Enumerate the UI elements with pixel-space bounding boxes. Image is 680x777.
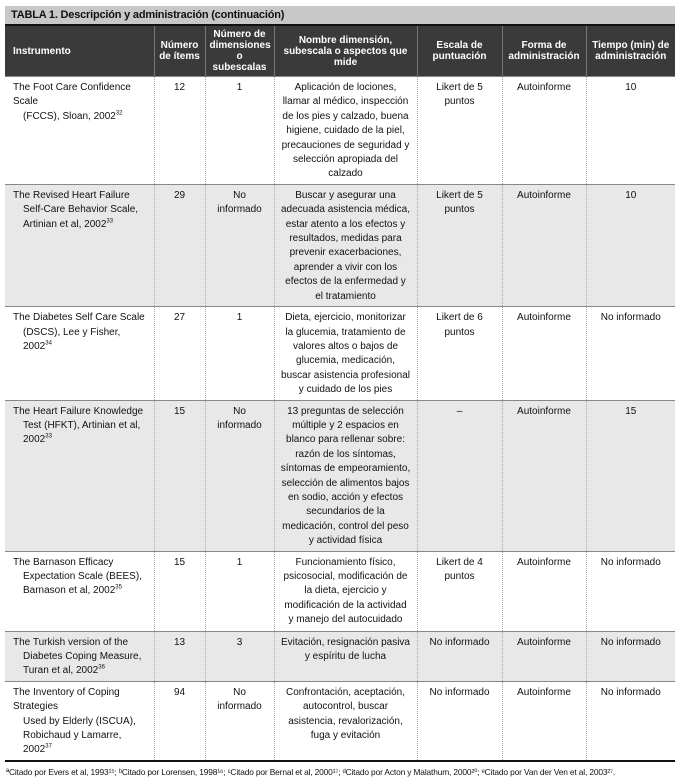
cell-description: 13 preguntas de selección múltiple y 2 espacios en blanco para rellenar sobre: razón de los síntomas, síntomas de empeoramiento, selección de alimentos bajos en sodio, acción y efectos secundarios de la medicación, control del peso y actividad física: [274, 400, 417, 551]
table-row: [5, 681, 675, 761]
cell-instrument: The Foot Care Confidence Scale (FCCS), Sloan, 2002$^{32}$: [5, 77, 154, 185]
cell-items: 15: [154, 551, 205, 631]
cell-items: 13: [154, 631, 205, 681]
cell-form: Autoinforme: [502, 184, 586, 306]
cell-items: 27: [154, 307, 205, 400]
cell-dimensions: No informado: [205, 184, 274, 306]
cell-instrument: The Heart Failure Knowledge Test (HFKT), Artinian et al, 2002$^{33}$: [5, 400, 154, 551]
cell-form: Autoinforme: [502, 77, 586, 185]
cell-description: Funcionamiento físico, psicosocial, modificación de la dieta, ejercicio y modificación de la actividad y manejo del autocuidado: [274, 551, 417, 631]
cell-time: No informado: [586, 551, 675, 631]
cell-form: Autoinforme: [502, 631, 586, 681]
cell-time: 15: [586, 400, 675, 551]
cell-dimensions: 3: [205, 631, 274, 681]
cell-time: 10: [586, 77, 675, 185]
cell-form: Autoinforme: [502, 551, 586, 631]
cell-dimensions: 1: [205, 551, 274, 631]
header-items: Número de ítems: [154, 26, 205, 77]
cell-scale: No informado: [417, 681, 502, 761]
cell-scale: Likert de 5 puntos: [417, 77, 502, 185]
cell-time: No informado: [586, 681, 675, 761]
cell-form: Autoinforme: [502, 681, 586, 761]
cell-scale: Likert de 5 puntos: [417, 184, 502, 306]
cell-scale: Likert de 6 puntos: [417, 307, 502, 400]
cell-time: No informado: [586, 631, 675, 681]
header-forma: Forma de administración: [502, 26, 586, 77]
table-footnote: ªCitado por Evers et al, 1993¹⁵; ᵇCitado por Lorensen, 1998¹⁶; ᶜCitado por Bernal et al, 2000¹⁷; ᵈCitado por Acton y Malathum, 2000²⁰; ᵉCitado por Van der Ven et al, 2003²⁷.: [6, 766, 616, 777]
header-tiempo: Tiempo (min) de administración: [586, 26, 675, 77]
cell-time: 10: [586, 184, 675, 306]
cell-instrument: The Revised Heart Failure Self-Care Behavior Scale, Artinian et al, 2002$^{33}$: [5, 184, 154, 306]
cell-form: Autoinforme: [502, 400, 586, 551]
cell-dimensions: 1: [205, 77, 274, 185]
cell-items: 94: [154, 681, 205, 761]
header-nombre: Nombre dimensión, subescala o aspectos que mide: [274, 26, 417, 77]
cell-description: Aplicación de lociones, llamar al médico, inspección de los pies y calzado, buena higiene, cuidado de la piel, precauciones de seguridad y selección apropiada del calzado: [274, 77, 417, 185]
cell-instrument: The Barnason Efficacy Expectation Scale (BEES), Barnason et al, 2002$^{35}$: [5, 551, 154, 631]
header-escala: Escala de puntuación: [417, 26, 502, 77]
cell-description: Buscar y asegurar una adecuada asistencia médica, estar atento a los efectos y resultados, medidas para prevenir exacerbaciones, aprender a vivir con los efectos de la enfermedad y el tratamiento: [274, 184, 417, 306]
cell-description: Confrontación, aceptación, autocontrol, buscar asistencia, revalorización, fuga y evitación: [274, 681, 417, 761]
cell-items: 12: [154, 77, 205, 185]
table-row: [5, 551, 675, 631]
header-instrumento: Instrumento: [5, 26, 154, 77]
table-row: [5, 77, 675, 185]
table-title: TABLA 1. Descripción y administración (continuación): [5, 6, 675, 26]
cell-instrument: The Diabetes Self Care Scale (DSCS), Lee y Fisher, 2002$^{34}$: [5, 307, 154, 400]
cell-description: Evitación, resignación pasiva y espíritu de lucha: [274, 631, 417, 681]
cell-description: Dieta, ejercicio, monitorizar la glucemia, tratamiento de valores altos o bajos de glucemia, medicación, buscar asistencia profesional y cuidado de los pies: [274, 307, 417, 400]
cell-items: 15: [154, 400, 205, 551]
cell-instrument: The Inventory of Coping Strategies Used by Elderly (ISCUA), Robichaud y Lamarre, 2002$^{37}$: [5, 681, 154, 761]
table-row: [5, 184, 675, 306]
data-table: [5, 26, 675, 762]
header-row: [5, 26, 675, 77]
cell-scale: –: [417, 400, 502, 551]
cell-instrument: The Turkish version of the Diabetes Coping Measure, Turan et al, 2002$^{36}$: [5, 631, 154, 681]
cell-dimensions: No informado: [205, 681, 274, 761]
cell-dimensions: 1: [205, 307, 274, 400]
cell-dimensions: No informado: [205, 400, 274, 551]
table-row: [5, 307, 675, 400]
cell-scale: No informado: [417, 631, 502, 681]
header-dimensiones: Número de dimensiones o subescalas: [205, 26, 274, 77]
cell-time: No informado: [586, 307, 675, 400]
cell-scale: Likert de 4 puntos: [417, 551, 502, 631]
cell-items: 29: [154, 184, 205, 306]
table-row: [5, 631, 675, 681]
cell-form: Autoinforme: [502, 307, 586, 400]
table-row: [5, 400, 675, 551]
